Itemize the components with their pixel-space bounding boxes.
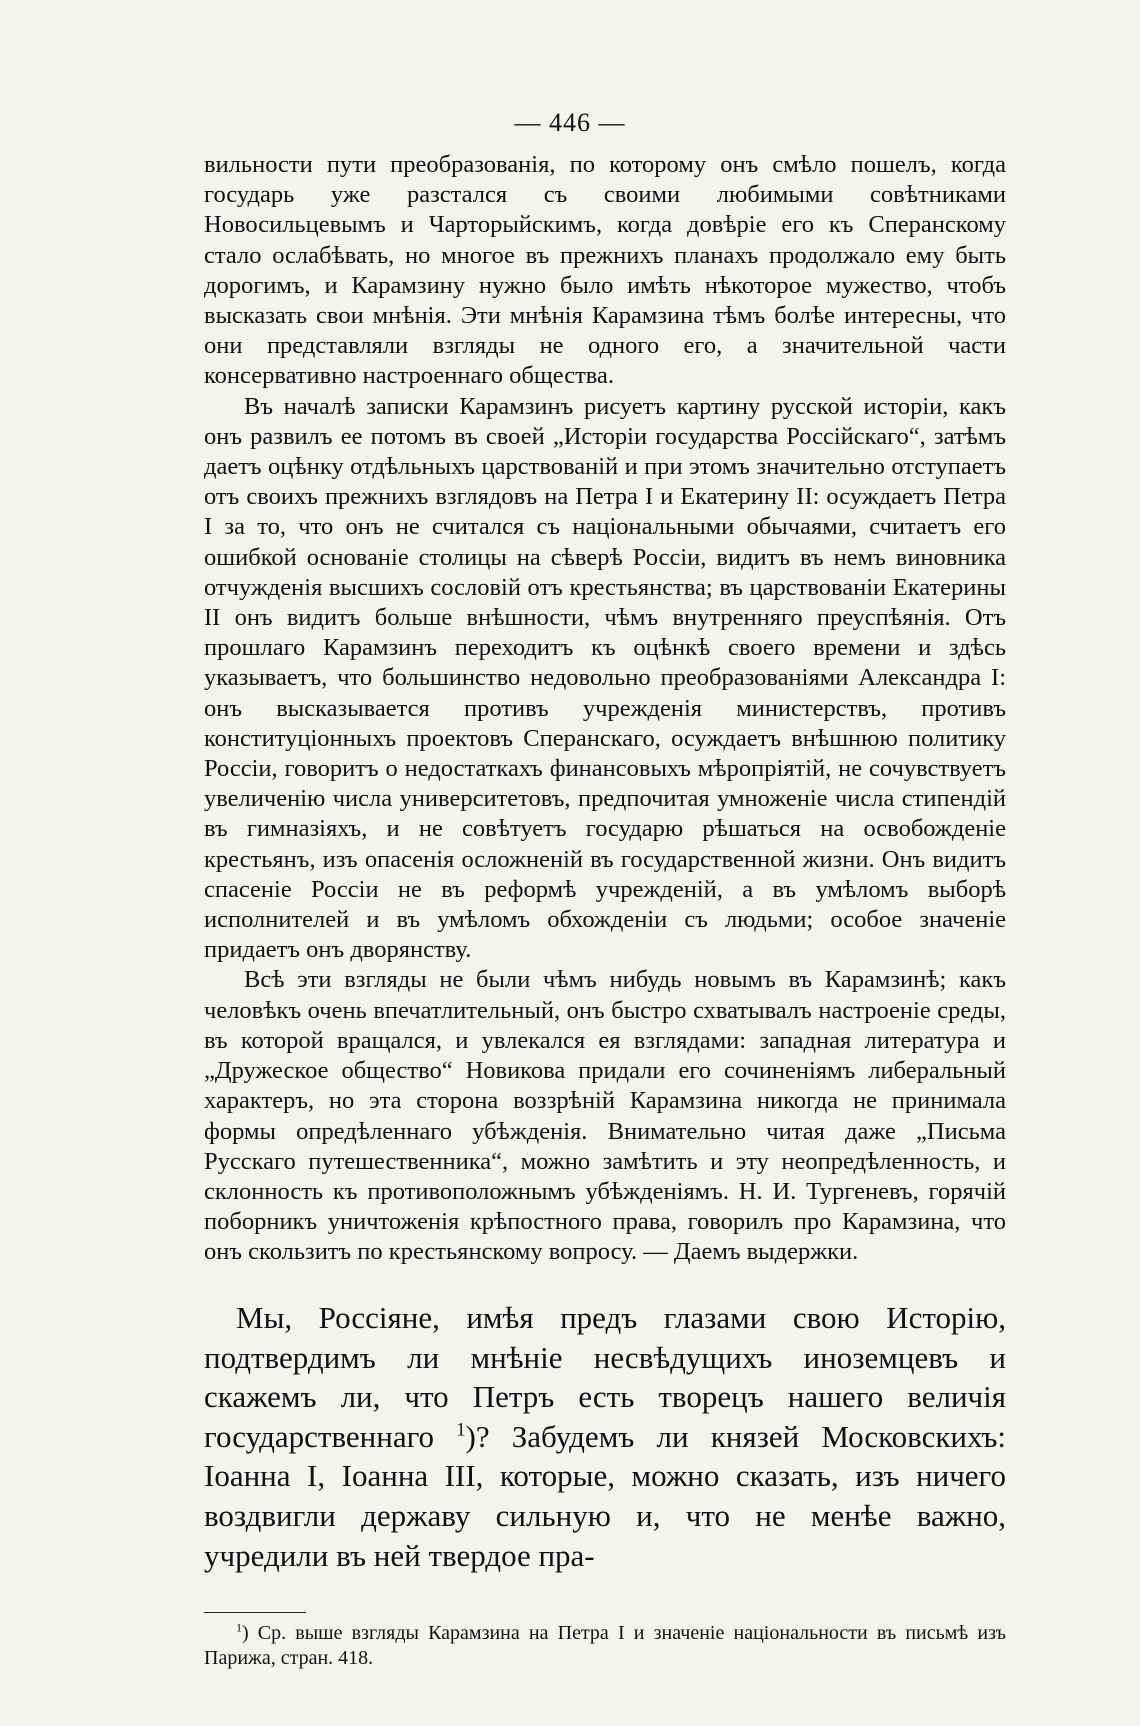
footnote-mark: 1: [236, 1620, 242, 1635]
paragraph-1: вильности пути преобразованія, по которому онъ смѣло пошелъ, когда государь уже разстался съ своими любимыми совѣтниками Новосильцевымъ и Чарторыйскимъ, когда довѣріе его къ Сперанскому стало ослабѣвать, но многое въ прежнихъ планахъ продолжало ему быть дорогимъ, и Карамзину нужно было имѣть нѣкоторое мужество, чтобъ высказать свои мнѣнія. Эти мнѣнія Карамзина тѣмъ болѣе интересны, что они представляли взгляды не одного его, а значительной части консервативно настроеннаго общества.: [204, 151, 1006, 390]
footnote-text: ) Ср. выше взгляды Карамзина на Петра I и значеніе національности въ письмѣ изъ Парижа, стран. 418.: [204, 1622, 1006, 1669]
paragraph-2: Въ началѣ записки Карамзинъ рисуетъ картину русской исторіи, какъ онъ развилъ ее потомъ въ своей „Исторіи государства Россійскаго“, затѣмъ даетъ оцѣнку отдѣльныхъ царствованій и при этомъ значительно отступаетъ отъ своихъ прежнихъ взглядовъ на Петра I и Екатерину II: осуждаетъ Петра I за то, что онъ не считался съ національными обычаями, считаетъ его ошибкой основаніе столицы на сѣверѣ Россіи, видитъ въ немъ виновника отчужденія высшихъ сословій отъ крестьянства; въ царствованіи Екатерины II онъ видитъ больше внѣшности, чѣмъ внутренняго преуспѣянія. Отъ прошлаго Карамзинъ переходитъ къ оцѣнкѣ своего времени и здѣсь указываетъ, что большинство недовольно преобразованіями Александра I: онъ высказывается противъ учрежденія министерствъ, противъ конституціонныхъ проектовъ Сперанскаго, осуждаетъ внѣшнюю политику Россіи, говоритъ о недостаткахъ финансовыхъ мѣропріятій, не сочувствуетъ увеличенію числа университетовъ, предпочитая умноженіе числа стипендій въ гимназіяхъ, и не совѣтуетъ государю рѣшаться на освобожденіе крестьянъ, изъ опасенія осложненій въ государственной жизни. Онъ видитъ спасеніе Россіи не въ реформѣ учрежденій, а въ умѣломъ выборѣ исполнителей и въ умѣломъ обхожденіи съ людьми; особое значеніе придаетъ онъ дворянству.: [204, 392, 1006, 964]
paragraph-3: Всѣ эти взгляды не были чѣмъ нибудь новымъ въ Карамзинѣ; какъ человѣкъ очень впечатлительный, онъ быстро схватывалъ настроеніе среды, въ которой вращался, и увлекался ея взглядами: западная литература и „Дружеское общество“ Новикова придали его сочиненіямъ либеральный характеръ, но эта сторона воззрѣній Карамзина никогда не принимала формы опредѣленнаго убѣжденія. Внимательно читая даже „Письма Русскаго путешественника“, можно замѣтить и эту неопредѣленность, и склонность къ противоположнымъ убѣжденіямъ. Н. И. Тургеневъ, горячій поборникъ уничтоженія крѣпостного права, говорилъ про Карамзина, что онъ скользитъ по крестьянскому вопросу. — Даемъ выдержки.: [204, 966, 1006, 1266]
page-number: — 446 —: [514, 108, 626, 137]
karamzin-quote: [204, 1298, 1006, 1575]
main-text: [204, 150, 1006, 1268]
footnote: [204, 1621, 1006, 1671]
quote-footnote-mark: 1: [456, 1419, 466, 1441]
quote-text-before: Мы, Россіяне, имѣя предъ глазами свою Исторію, подтвердимъ ли мнѣніе несвѣдущихъ иноземцевъ и скажемъ ли, что Петръ есть творецъ нашего величія государственнаго: [204, 1300, 1006, 1454]
footnote-divider: [204, 1612, 306, 1613]
quote-text-after: )? Забудемъ ли князей Московскихъ: Іоанна I, Іоанна III, которые, можно сказать, изъ ничего воздвигли державу сильную и, что не менѣе важно, учредили въ ней твердое пра-: [204, 1418, 1006, 1573]
